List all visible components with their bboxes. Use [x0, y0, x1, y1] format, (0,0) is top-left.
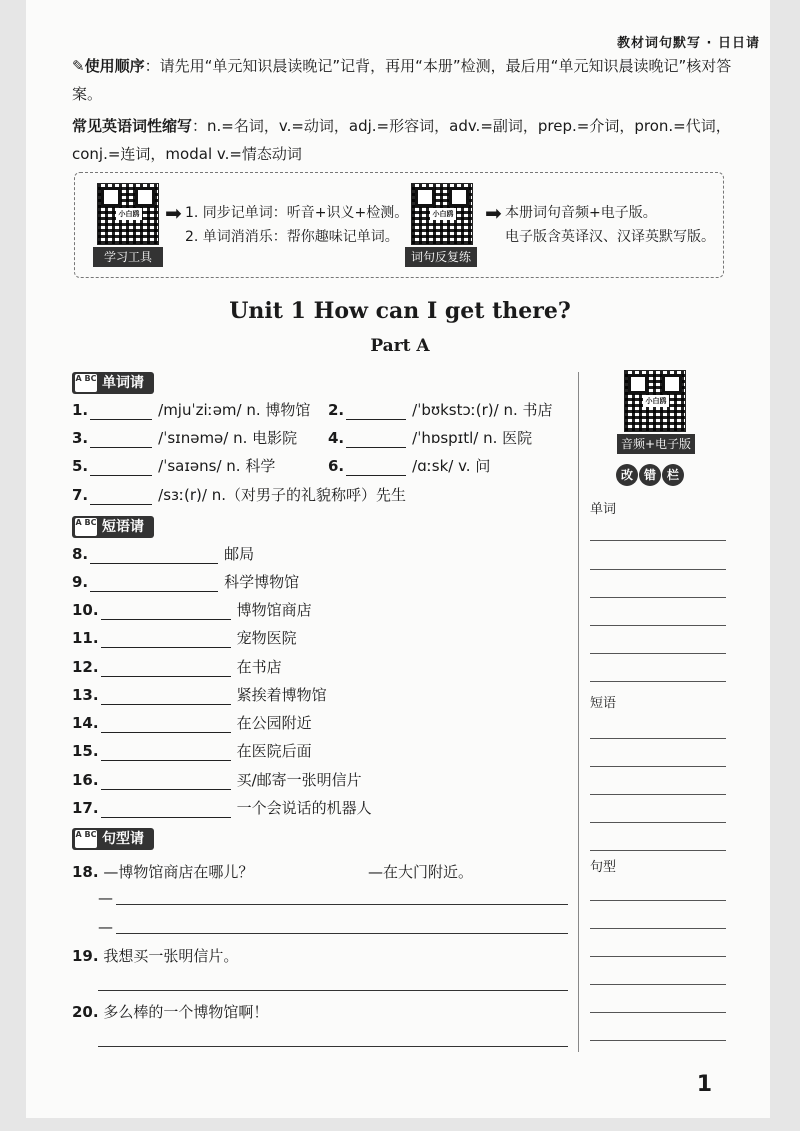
series-header: 教材词句默写 · 日日请 — [617, 36, 760, 51]
answer-blank[interactable] — [90, 403, 152, 420]
answer-line[interactable] — [116, 933, 568, 934]
correction-line[interactable] — [590, 540, 726, 541]
qr-code-audio[interactable]: 小白鸥 — [624, 370, 686, 432]
pos-abbr-text: ：n.=名词，v.=动词，adj.=形容词，adv.=副词，prep.=介词，pron.=代词，conj.=连词，modal v.=情态动词 — [72, 117, 731, 163]
qr-tag-tools: 学习工具 — [93, 247, 163, 267]
correction-line[interactable] — [590, 956, 726, 957]
answer-blank[interactable] — [90, 547, 218, 564]
phrase-item: 14. 在公园附近 — [72, 714, 312, 732]
sentence-reply: —在大门附近。 — [368, 863, 474, 881]
section-phrases: A BC 短语请 — [72, 516, 154, 538]
section-words: A BC 单词请 — [72, 372, 154, 394]
phrase-item: 11. 宠物医院 — [72, 629, 297, 647]
phrase-item: 13. 紧挨着博物馆 — [72, 686, 327, 704]
phrase-item: 10. 博物馆商店 — [72, 601, 312, 619]
answer-blank[interactable] — [346, 459, 406, 476]
correction-line[interactable] — [590, 928, 726, 929]
answer-line[interactable] — [98, 990, 568, 991]
phrase-item: 15. 在医院后面 — [72, 742, 312, 760]
tools-list-left: 1. 同步记单词：听音+识义+检测。 2. 单词消消乐：帮你趣味记单词。 — [185, 205, 409, 245]
dash: — — [98, 889, 113, 907]
part-title: Part A — [370, 336, 430, 356]
arrow-right-icon: ➡ — [485, 201, 502, 225]
correction-line[interactable] — [590, 653, 726, 654]
phrase-item: 12. 在书店 — [72, 658, 282, 676]
answer-blank[interactable] — [101, 631, 231, 648]
correction-line[interactable] — [590, 766, 726, 767]
correction-line[interactable] — [590, 625, 726, 626]
phrase-item: 16. 买/邮寄一张明信片 — [72, 771, 362, 789]
abc-icon: A BC — [75, 374, 97, 392]
phrase-item: 8. 邮局 — [72, 545, 255, 563]
word-item: 6. /ɑːsk/ v. 问 — [328, 457, 491, 475]
word-item: 5. /ˈsaɪəns/ n. 科学 — [72, 457, 276, 475]
usage-order-text: ：请先用“单元知识晨读晚记”记背，再用“本册”检测，最后用“单元知识晨读晚记”核对答案。 — [72, 57, 732, 103]
column-divider — [578, 372, 579, 1052]
answer-blank[interactable] — [101, 603, 231, 620]
answer-blank[interactable] — [101, 660, 231, 677]
answer-blank[interactable] — [90, 459, 152, 476]
correction-line[interactable] — [590, 900, 726, 901]
answer-line[interactable] — [116, 904, 568, 905]
correction-line[interactable] — [590, 1012, 726, 1013]
abc-icon: A BC — [75, 830, 97, 848]
usage-order-label: 使用顺序 — [84, 57, 145, 75]
page-number: 1 — [696, 1072, 712, 1097]
sentence-item: 19. 我想买一张明信片。 — [72, 947, 239, 965]
correction-line[interactable] — [590, 1040, 726, 1041]
correction-line[interactable] — [590, 850, 726, 851]
correction-line[interactable] — [590, 738, 726, 739]
correction-line[interactable] — [590, 984, 726, 985]
side-label-phrases: 短语 — [590, 696, 617, 711]
correction-line[interactable] — [590, 822, 726, 823]
answer-blank[interactable] — [90, 575, 218, 592]
answer-blank[interactable] — [346, 403, 406, 420]
section-sentences: A BC 句型请 — [72, 828, 154, 850]
correction-line[interactable] — [590, 681, 726, 682]
correction-line[interactable] — [590, 569, 726, 570]
arrow-right-icon: ➡ — [165, 201, 182, 225]
qr-tag-practice: 词句反复练 — [405, 247, 477, 267]
answer-blank[interactable] — [346, 431, 406, 448]
sentence-item: 18. —博物馆商店在哪儿？ — [72, 863, 254, 881]
phrase-item: 17. 一个会说话的机器人 — [72, 799, 372, 817]
phrase-item: 9. 科学博物馆 — [72, 573, 300, 591]
dash: — — [98, 918, 113, 936]
qr-code-practice[interactable]: 小白鸥 — [411, 183, 473, 245]
side-label-sentences: 句型 — [590, 860, 617, 875]
pos-abbr-label: 常见英语词性缩写 — [72, 117, 193, 135]
unit-title: Unit 1 How can I get there? — [229, 298, 571, 324]
answer-blank[interactable] — [101, 744, 231, 761]
usage-order: ✎使用顺序：请先用“单元知识晨读晚记”记背，再用“本册”检测，最后用“单元知识晨读晚记”核对答案。 — [72, 57, 732, 103]
side-label-words: 单词 — [590, 502, 617, 517]
correction-line[interactable] — [590, 597, 726, 598]
word-item: 2. /ˈbʊkstɔː(r)/ n. 书店 — [328, 401, 553, 419]
answer-blank[interactable] — [101, 801, 231, 818]
answer-blank[interactable] — [101, 688, 231, 705]
abc-icon: A BC — [75, 518, 97, 536]
answer-blank[interactable] — [90, 431, 152, 448]
qr-tag-audio: 音频+电子版 — [617, 434, 695, 454]
tools-list-right: 本册词句音频+电子版。 电子版含英译汉、汉译英默写版。 — [505, 205, 715, 245]
learning-tools-box — [74, 172, 724, 278]
word-item: 3. /ˈsɪnəmə/ n. 电影院 — [72, 429, 298, 447]
sentence-item: 20. 多么棒的一个博物馆啊！ — [72, 1003, 269, 1021]
word-item: 1. /mjuˈziːəm/ n. 博物馆 — [72, 401, 311, 419]
pos-abbreviations — [72, 112, 732, 168]
word-item: 7. /sɜː(r)/ n.（对男子的礼貌称呼）先生 — [72, 486, 407, 504]
answer-line[interactable] — [98, 1046, 568, 1047]
word-item: 4. /ˈhɒspɪtl/ n. 医院 — [328, 429, 533, 447]
error-correction-title: 改 错 栏 — [616, 464, 685, 486]
correction-line[interactable] — [590, 794, 726, 795]
answer-blank[interactable] — [90, 488, 152, 505]
qr-code-tools[interactable]: 小白鸥 — [97, 183, 159, 245]
answer-blank[interactable] — [101, 773, 231, 790]
answer-blank[interactable] — [101, 716, 231, 733]
